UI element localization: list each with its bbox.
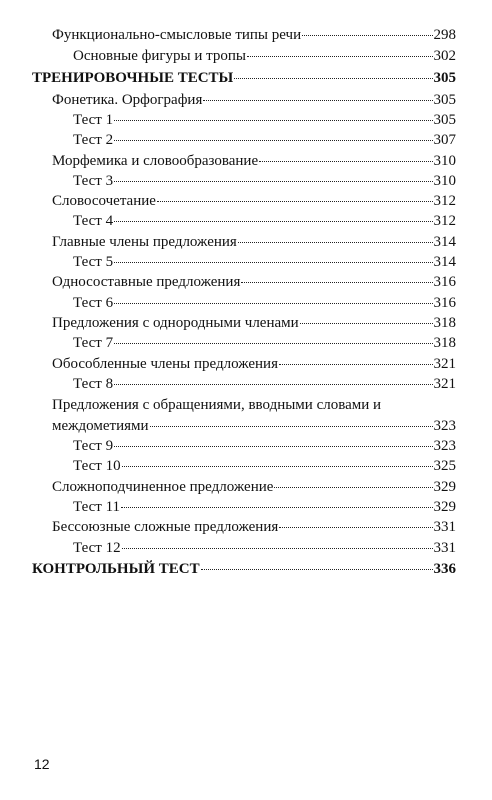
toc-dot-leader	[241, 282, 432, 283]
toc-dot-leader	[234, 78, 432, 79]
toc-entry-title: Тест 9	[73, 438, 114, 454]
toc-entry	[73, 47, 456, 65]
toc-entry	[73, 334, 456, 352]
toc-entry-page: 316	[433, 274, 456, 290]
toc-entry-page: 310	[433, 173, 456, 189]
toc-entry-title: Тест 6	[73, 295, 114, 311]
toc-entry	[52, 233, 456, 251]
toc-entry-page: 305	[433, 112, 456, 128]
toc-dot-leader	[114, 120, 432, 121]
toc-entry	[73, 253, 456, 271]
toc-entry	[52, 192, 456, 210]
toc-entry-title: ТРЕНИРОВОЧНЫЕ ТЕСТЫ	[32, 70, 234, 86]
toc-entry-page: 321	[433, 356, 456, 372]
toc-entry-page: 321	[433, 376, 456, 392]
toc-entry	[73, 437, 456, 455]
toc-section-heading	[32, 69, 456, 87]
toc-entry	[52, 478, 456, 496]
toc-entry-title: Тест 12	[73, 540, 121, 556]
toc-entry	[52, 314, 456, 332]
toc-dot-leader	[114, 140, 432, 141]
toc-entry-page: 302	[433, 48, 456, 64]
toc-entry-title: Тест 10	[73, 458, 121, 474]
toc-dot-leader	[157, 201, 433, 202]
toc-dot-leader	[274, 487, 432, 488]
toc-entry	[73, 375, 456, 393]
toc-dot-leader	[114, 181, 432, 182]
toc-dot-leader	[114, 384, 432, 385]
toc-dot-leader	[114, 262, 432, 263]
toc-entry	[52, 152, 456, 170]
toc-entry	[73, 294, 456, 312]
toc-entry	[52, 518, 456, 536]
toc-dot-leader	[300, 323, 433, 324]
toc-entry-page: 336	[433, 561, 456, 577]
toc-entry-page: 314	[433, 234, 456, 250]
toc-entry-page: 316	[433, 295, 456, 311]
toc-entry-title: Фонетика. Орфография	[52, 92, 203, 108]
toc-entry	[73, 111, 456, 129]
toc-dot-leader	[259, 161, 432, 162]
toc-dot-leader	[201, 569, 433, 570]
toc-entry	[73, 539, 456, 557]
toc-entry-page: 310	[433, 153, 456, 169]
toc-entry-title: Словосочетание	[52, 193, 156, 209]
toc-entry-title: Тест 1	[73, 112, 114, 128]
toc-dot-leader	[247, 56, 433, 57]
toc-entry-page: 329	[433, 479, 456, 495]
toc-entry-page: 323	[433, 438, 456, 454]
toc-entry-title: Основные фигуры и тропы	[73, 48, 246, 64]
toc-dot-leader	[114, 303, 432, 304]
toc-entry-page: 331	[433, 519, 456, 535]
toc-entry-page: 312	[433, 213, 456, 229]
toc-entry	[52, 417, 456, 435]
toc-dot-leader	[302, 35, 432, 36]
toc-entry-title: Функционально-смысловые типы речи	[52, 27, 302, 43]
toc-dot-leader	[122, 548, 433, 549]
toc-dot-leader	[238, 242, 433, 243]
toc-entry-page: 298	[433, 27, 456, 43]
toc-entry-title: Предложения с обращениями, вводными словами и	[52, 397, 382, 413]
toc-dot-leader	[114, 221, 432, 222]
toc-dot-leader	[279, 527, 432, 528]
toc-entry	[73, 457, 456, 475]
toc-entry-page: 318	[433, 335, 456, 351]
toc-entry-title: Предложения с однородными членами	[52, 315, 299, 331]
toc-entry	[73, 212, 456, 230]
toc-entry-title: Односоставные предложения	[52, 274, 241, 290]
toc-dot-leader	[114, 446, 432, 447]
toc-entry-page: 312	[433, 193, 456, 209]
toc-entry	[52, 26, 456, 44]
toc-entry-title: Тест 2	[73, 132, 114, 148]
toc-entry-page: 305	[433, 70, 456, 86]
toc-entry-page: 305	[433, 92, 456, 108]
toc-entry-title: Тест 4	[73, 213, 114, 229]
toc-entry	[73, 498, 456, 516]
toc-dot-leader	[150, 426, 433, 427]
toc-entry-title: Главные члены предложения	[52, 234, 237, 250]
toc-entry-page: 314	[433, 254, 456, 270]
toc-entry-title: Тест 5	[73, 254, 114, 270]
toc-entry-page: 329	[433, 499, 456, 515]
toc-entry	[52, 355, 456, 373]
toc-entry-title: Тест 11	[73, 499, 121, 515]
toc-entry-page: 307	[433, 132, 456, 148]
toc-dot-leader	[114, 343, 432, 344]
toc-dot-leader	[121, 507, 432, 508]
toc-dot-leader	[203, 100, 432, 101]
toc-entry-title: Обособленные члены предложения	[52, 356, 278, 372]
toc-entry-title: междометиями	[52, 418, 149, 434]
toc-entry-title: КОНТРОЛЬНЫЙ ТЕСТ	[32, 561, 200, 577]
toc-entry-page: 325	[433, 458, 456, 474]
page-number: 12	[34, 756, 50, 772]
toc-entry-title: Морфемика и словообразование	[52, 153, 259, 169]
toc-entry-page: 318	[433, 315, 456, 331]
toc-dot-leader	[279, 364, 433, 365]
toc-entry-title: Тест 3	[73, 173, 114, 189]
toc-entry	[73, 172, 456, 190]
toc-entry-page: 331	[433, 540, 456, 556]
toc-entry-title: Тест 7	[73, 335, 114, 351]
toc-entry-title: Сложноподчиненное предложение	[52, 479, 274, 495]
toc-dot-leader	[122, 466, 433, 467]
toc-entry	[73, 131, 456, 149]
toc-entry	[52, 91, 456, 109]
toc-entry-page: 323	[433, 418, 456, 434]
toc-entry	[52, 273, 456, 291]
toc-entry-title: Тест 8	[73, 376, 114, 392]
toc-entry-title: Бессоюзные сложные предложения	[52, 519, 279, 535]
toc-section-heading	[32, 560, 456, 578]
